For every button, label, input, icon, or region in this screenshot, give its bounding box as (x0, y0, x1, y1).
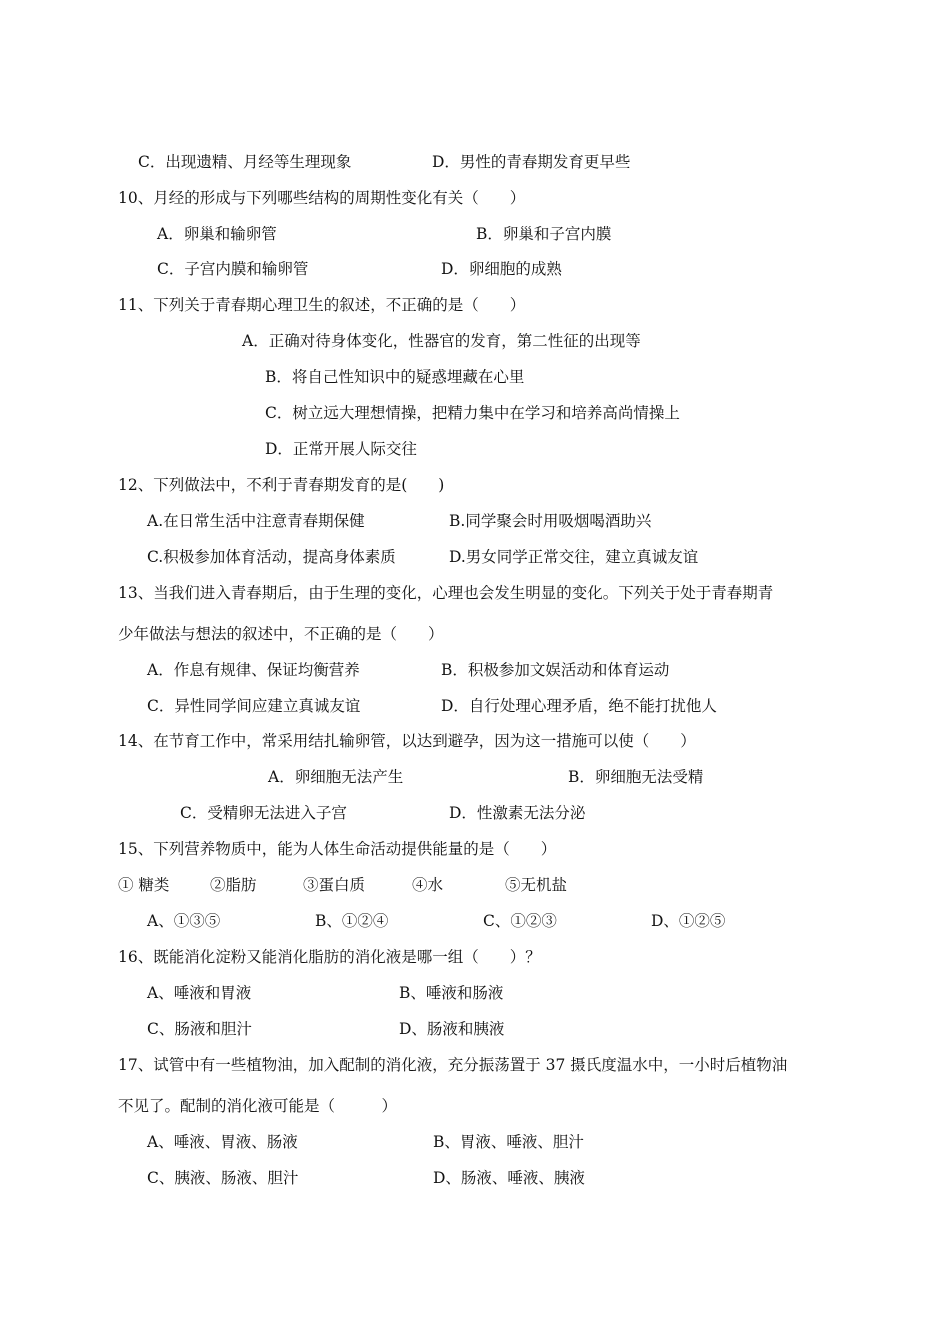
q17-stem-line-1: 17、试管中有一些植物油，加入配制的消化液，充分振荡置于 37 摄氏度温水中，一小时后植物油 (118, 1056, 788, 1074)
q17-option-a: A、唾液、胃液、肠液 (147, 1133, 298, 1151)
q12-option-c: C.积极参加体育活动，提高身体素质 (147, 548, 396, 566)
q10-option-b: B．卵巢和子宫内膜 (476, 225, 612, 243)
q15-item-2: ②脂肪 (210, 876, 257, 894)
q16-option-d: D、肠液和胰液 (399, 1020, 505, 1038)
q15-option-b: B、①②④ (315, 912, 389, 930)
q12-option-d: D.男女同学正常交往，建立真诚友谊 (449, 548, 699, 566)
q10-option-a: A．卵巢和输卵管 (157, 225, 277, 243)
q14-option-c: C．受精卵无法进入子宫 (180, 804, 347, 822)
q15-option-d: D、①②⑤ (651, 912, 726, 930)
q15-option-a: A、①③⑤ (147, 912, 221, 930)
q14-stem: 14、在节育工作中，常采用结扎输卵管，以达到避孕，因为这一措施可以使（ ） (118, 732, 696, 750)
q15-option-c: C、①②③ (483, 912, 557, 930)
q13-option-d: D．自行处理心理矛盾，绝不能打扰他人 (441, 697, 717, 715)
q13-stem-line-2: 少年做法与想法的叙述中，不正确的是（ ） (118, 625, 444, 643)
q15-item-1: ① 糖类 (118, 876, 170, 894)
q11-option-b: B．将自己性知识中的疑惑埋藏在心里 (265, 368, 525, 386)
q17-option-c: C、胰液、肠液、胆汁 (147, 1169, 299, 1187)
q16-option-b: B、唾液和肠液 (399, 984, 504, 1002)
q15-stem: 15、下列营养物质中，能为人体生命活动提供能量的是（ ） (118, 840, 557, 858)
q16-option-a: A、唾液和胃液 (147, 984, 252, 1002)
q12-option-b: B.同学聚会时用吸烟喝酒助兴 (449, 512, 652, 530)
q13-option-c: C．异性同学间应建立真诚友谊 (147, 697, 361, 715)
q13-option-a: A．作息有规律、保证均衡营养 (147, 661, 360, 679)
q11-option-c: C．树立远大理想情操，把精力集中在学习和培养高尚情操上 (265, 404, 680, 422)
q9-option-d: D．男性的青春期发育更早些 (432, 153, 631, 171)
q15-item-3: ③蛋白质 (303, 876, 366, 894)
q14-option-d: D．性激素无法分泌 (449, 804, 586, 822)
q10-option-d: D．卵细胞的成熟 (441, 260, 562, 278)
q16-stem: 16、既能消化淀粉又能消化脂肪的消化液是哪一组（ ）？ (118, 948, 541, 966)
q11-option-a: A．正确对待身体变化，性器官的发育，第二性征的出现等 (242, 332, 641, 350)
q13-stem-line-1: 13、当我们进入青春期后，由于生理的变化，心理也会发生明显的变化。下列关于处于青春期青 (118, 584, 774, 602)
q14-option-a: A．卵细胞无法产生 (268, 768, 404, 786)
q17-option-b: B、胃液、唾液、胆汁 (433, 1133, 584, 1151)
q17-option-d: D、肠液、唾液、胰液 (433, 1169, 585, 1187)
q15-item-5: ⑤无机盐 (505, 876, 568, 894)
q15-item-4: ④水 (412, 876, 444, 894)
q17-stem-line-2: 不见了。配制的消化液可能是（ ） (118, 1097, 398, 1115)
q14-option-b: B．卵细胞无法受精 (568, 768, 704, 786)
q10-stem: 10、月经的形成与下列哪些结构的周期性变化有关（ ） (118, 189, 526, 207)
q12-stem: 12、下列做法中，不利于青春期发育的是( ) (118, 476, 445, 494)
q12-option-a: A.在日常生活中注意青春期保健 (147, 512, 365, 530)
q9-option-c: C．出现遗精、月经等生理现象 (138, 153, 352, 171)
q13-option-b: B．积极参加文娱活动和体育运动 (441, 661, 670, 679)
q16-option-c: C、肠液和胆汁 (147, 1020, 252, 1038)
q11-stem: 11、下列关于青春期心理卫生的叙述，不正确的是（ ） (118, 296, 526, 314)
q10-option-c: C．子宫内膜和输卵管 (157, 260, 309, 278)
q11-option-d: D．正常开展人际交往 (265, 440, 417, 458)
